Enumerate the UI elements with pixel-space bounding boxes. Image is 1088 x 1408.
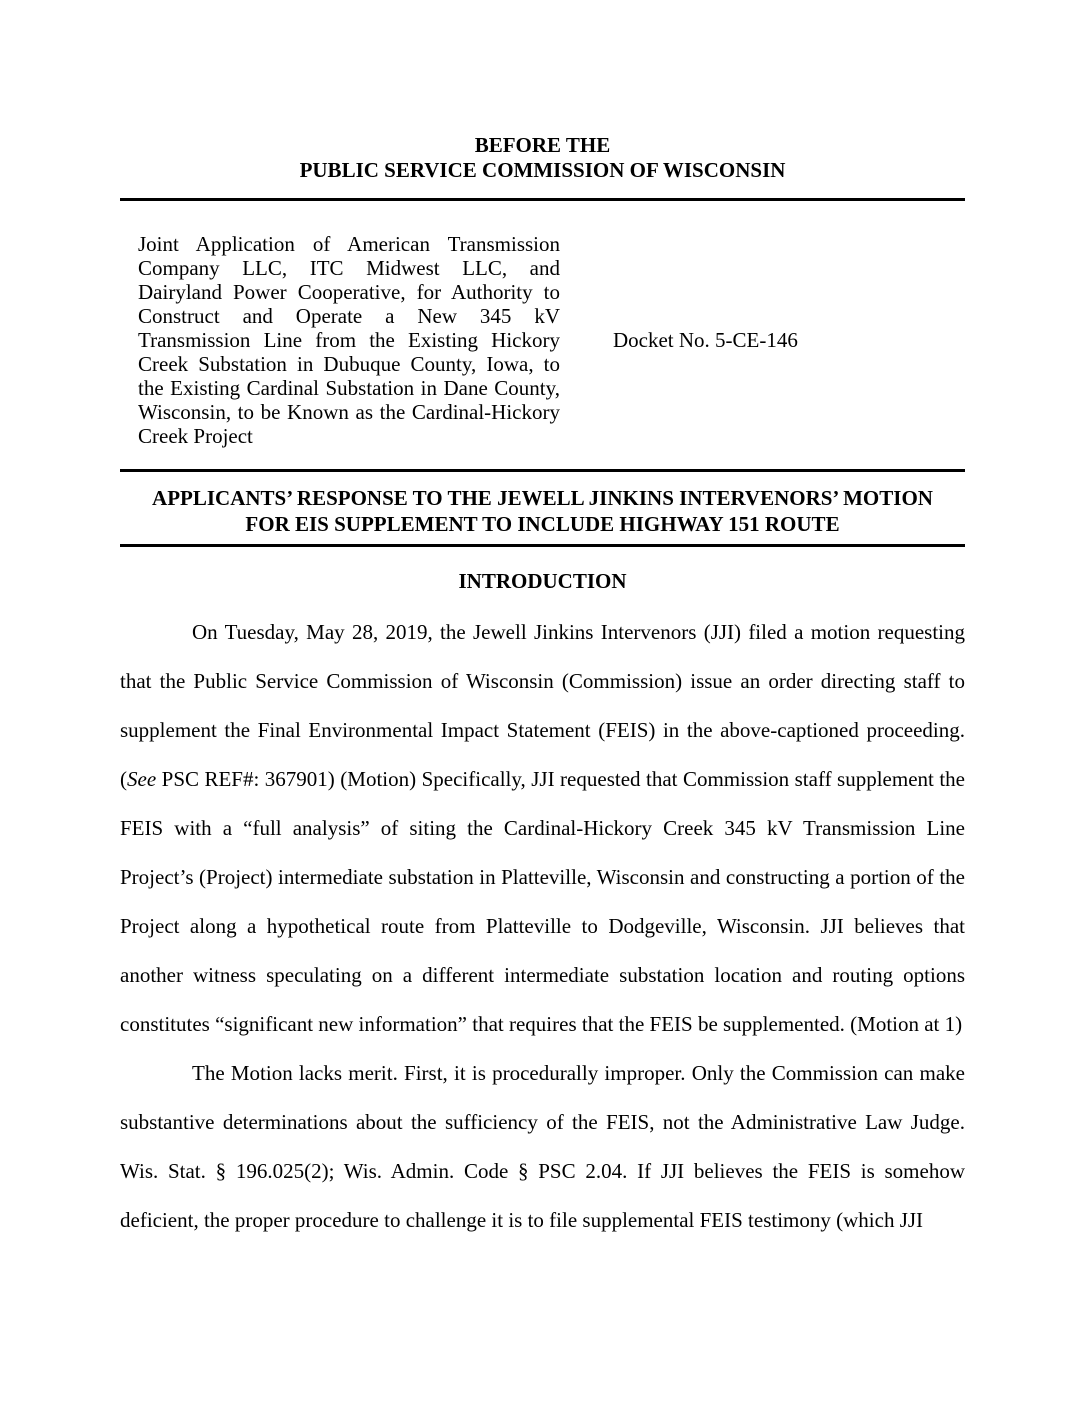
horizontal-rule-top [120,198,965,201]
introduction-heading: INTRODUCTION [458,569,627,593]
court-header-line-2: PUBLIC SERVICE COMMISSION OF WISCONSIN [299,158,786,182]
document-title-line-2: FOR EIS SUPPLEMENT TO INCLUDE HIGHWAY 151 ROUTE [245,512,840,536]
document-title [120,485,965,537]
docket-number: Docket No. 5-CE-146 [613,327,798,352]
see-citation-italic: See [127,767,157,791]
paragraph-2: The Motion lacks merit. First, it is procedurally improper. Only the Commission can make substantive determinations about the sufficiency of the FEIS, not the Administrative Law Judge. Wis. Stat. § 196.025(2); Wis. Admin. Code § PSC 2.04. If JJI believes the FEIS is somehow deficient, the proper procedure to challenge it is to file supplemental FEIS testimony (which JJI [120,1061,965,1232]
case-caption-text: Joint Application of American Transmission Company LLC, ITC Midwest LLC, and Dairyland Power Cooperative, for Authority to Construct and Operate a New 345 kV Transmission Line from the Existing Hickory Creek Substation in Dubuque County, Iowa, to the Existing Cardinal Substation in Dane County, Wisconsin, to be Known as the Cardinal-Hickory Creek Project [138,232,560,448]
paragraph-1-after-citation: PSC REF#: 367901) (Motion) Specifically, JJI requested that Commission staff supplement the FEIS with a “full analysis” of siting the Cardinal-Hickory Creek 345 kV Transmission Line Project’s (Project) intermediate substation in Platteville, Wisconsin and constructing a portion of the Project along a hypothetical route from Platteville to Dodgeville, Wisconsin. JJI believes that another witness speculating on a different intermediate substation location and routing options constitutes “significant new information” that requires that the FEIS be supplemented. (Motion at 1) [120,767,965,1036]
horizontal-rule-bottom [120,544,965,547]
court-header-line-1: BEFORE THE [474,133,611,157]
case-caption-section [120,232,965,448]
horizontal-rule-middle [120,469,965,472]
court-header [120,133,965,183]
paragraph-1-before-citation: On Tuesday, May 28, 2019, the Jewell Jinkins Intervenors (JJI) filed a motion requesting that the Public Service Commission of Wisconsin (Commission) issue an order directing staff to supplement the Final Environmental Impact Statement (FEIS) in the above-captioned proceeding. ( [120,620,965,791]
document-title-line-1: APPLICANTS’ RESPONSE TO THE JEWELL JINKINS INTERVENORS’ MOTION [152,486,933,510]
document-body [120,608,965,1245]
paragraph-1 [120,608,965,1049]
